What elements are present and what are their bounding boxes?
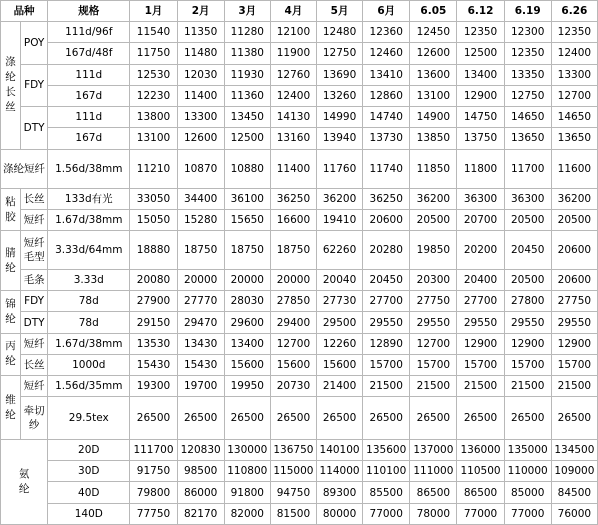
price-cell: 18750 [177,231,224,269]
price-cell: 12900 [457,85,504,106]
price-cell: 77000 [457,503,504,524]
table-row [1,210,598,231]
price-cell: 20450 [363,269,410,290]
price-cell: 13100 [130,128,177,149]
price-cell: 109000 [551,461,597,482]
spec-cell: 167d [48,128,130,149]
table-row [1,397,598,440]
spec-cell: 111d [48,64,130,85]
spec-cell: 40D [48,482,130,503]
price-cell: 34400 [177,188,224,209]
sub-filament: 长丝 [21,354,48,375]
price-cell: 12600 [177,128,224,149]
price-cell: 26500 [504,397,551,440]
price-cell: 20500 [504,269,551,290]
spec-cell: 167d [48,85,130,106]
price-cell: 19700 [177,376,224,397]
table-row [1,291,598,312]
price-cell: 13410 [363,64,410,85]
price-cell: 12030 [177,64,224,85]
price-cell: 81500 [270,503,316,524]
price-cell: 14650 [504,107,551,128]
price-cell: 27750 [551,291,597,312]
price-cell: 20700 [457,210,504,231]
price-cell: 15280 [177,210,224,231]
group-nylon: 锦纶 [1,291,21,334]
price-cell: 12400 [270,85,316,106]
price-cell: 115000 [270,461,316,482]
price-cell: 12300 [504,22,551,43]
spec-cell: 167d/48f [48,43,130,64]
table-row [1,64,598,85]
group-acrylic: 腈纶 [1,231,21,291]
spec-cell: 20D [48,439,130,460]
table-row [1,354,598,375]
price-cell: 15430 [177,354,224,375]
price-cell: 12860 [363,85,410,106]
sub-dty: DTY [21,312,48,333]
price-cell: 26500 [551,397,597,440]
price-cell: 10870 [177,149,224,188]
price-cell: 86500 [457,482,504,503]
price-cell: 110800 [224,461,270,482]
price-cell: 20280 [363,231,410,269]
price-cell: 11540 [130,22,177,43]
spec-cell: 78d [48,291,130,312]
price-cell: 85000 [504,482,551,503]
price-cell: 12500 [224,128,270,149]
price-cell: 29550 [457,312,504,333]
price-cell: 12350 [551,22,597,43]
price-cell: 13450 [224,107,270,128]
price-cell: 12100 [270,22,316,43]
price-cell: 11600 [551,149,597,188]
table-row [1,22,598,43]
price-cell: 20000 [224,269,270,290]
price-cell: 134500 [551,439,597,460]
price-cell: 29550 [363,312,410,333]
sub-fdy: FDY [21,64,48,107]
sub-fdy: FDY [21,291,48,312]
price-cell: 14130 [270,107,316,128]
price-cell: 14990 [317,107,363,128]
price-cell: 12400 [551,43,597,64]
price-cell: 11930 [224,64,270,85]
price-cell: 21500 [551,376,597,397]
spec-cell: 78d [48,312,130,333]
price-cell: 76000 [551,503,597,524]
price-cell: 15600 [317,354,363,375]
price-cell: 135600 [363,439,410,460]
spec-cell: 3.33d/64mm [48,231,130,269]
price-cell: 89300 [317,482,363,503]
price-cell: 27850 [270,291,316,312]
price-cell: 12900 [551,333,597,354]
price-cell: 20200 [457,231,504,269]
price-cell: 11380 [224,43,270,64]
price-cell: 26500 [410,397,457,440]
header-month: 3月 [224,1,270,22]
price-cell: 14750 [457,107,504,128]
price-cell: 110100 [363,461,410,482]
header-type: 品种 [1,1,48,22]
price-cell: 15700 [551,354,597,375]
price-cell: 111000 [410,461,457,482]
price-cell: 12600 [410,43,457,64]
price-cell: 21500 [504,376,551,397]
price-cell: 20400 [457,269,504,290]
spec-cell: 1.56d/38mm [48,149,130,188]
price-cell: 11750 [130,43,177,64]
price-cell: 13300 [551,64,597,85]
price-cell: 15600 [224,354,270,375]
price-cell: 19950 [224,376,270,397]
price-cell: 12760 [270,64,316,85]
price-cell: 20450 [504,231,551,269]
spec-cell: 140D [48,503,130,524]
group-vinylon: 维纶 [1,376,21,440]
price-cell: 135000 [504,439,551,460]
price-cell: 110000 [504,461,551,482]
price-cell: 12360 [363,22,410,43]
group-polypropylene: 丙纶 [1,333,21,376]
table-row [1,312,598,333]
price-cell: 12900 [457,333,504,354]
price-cell: 12530 [130,64,177,85]
price-cell: 91800 [224,482,270,503]
header-date: 6.19 [504,1,551,22]
price-cell: 12890 [363,333,410,354]
price-cell: 94750 [270,482,316,503]
price-cell: 15430 [130,354,177,375]
price-cell: 15700 [363,354,410,375]
price-cell: 13160 [270,128,316,149]
price-cell: 20600 [551,231,597,269]
spec-cell: 111d [48,107,130,128]
price-cell: 15050 [130,210,177,231]
spec-cell: 111d/96f [48,22,130,43]
header-date: 6.05 [410,1,457,22]
price-cell: 13300 [177,107,224,128]
price-cell: 12700 [410,333,457,354]
price-cell: 84500 [551,482,597,503]
price-cell: 20500 [504,210,551,231]
price-cell: 110500 [457,461,504,482]
price-cell: 79800 [130,482,177,503]
price-cell: 14740 [363,107,410,128]
price-cell: 29550 [504,312,551,333]
price-cell: 12450 [410,22,457,43]
price-cell: 27800 [504,291,551,312]
price-cell: 120830 [177,439,224,460]
price-cell: 77000 [504,503,551,524]
price-cell: 20600 [551,269,597,290]
table-row [1,482,598,503]
price-cell: 27700 [457,291,504,312]
price-cell: 12230 [130,85,177,106]
price-cell: 85500 [363,482,410,503]
table-row [1,188,598,209]
price-cell: 13940 [317,128,363,149]
price-cell: 11740 [363,149,410,188]
price-cell: 77000 [363,503,410,524]
price-cell: 20000 [270,269,316,290]
price-cell: 21500 [457,376,504,397]
spec-cell: 1.56d/35mm [48,376,130,397]
group-polyester-staple: 涤纶短纤 [1,149,48,188]
table-row [1,461,598,482]
header-date: 6.12 [457,1,504,22]
price-cell: 18880 [130,231,177,269]
price-cell: 15700 [457,354,504,375]
price-cell: 11850 [410,149,457,188]
price-cell: 20500 [551,210,597,231]
price-cell: 20730 [270,376,316,397]
price-cell: 12900 [504,333,551,354]
table-row [1,85,598,106]
price-cell: 13100 [410,85,457,106]
price-cell: 12460 [363,43,410,64]
price-cell: 136000 [457,439,504,460]
price-cell: 62260 [317,231,363,269]
price-cell: 11700 [504,149,551,188]
price-cell: 77750 [130,503,177,524]
sub-poy: POY [21,22,48,65]
sub-tow: 毛条 [21,269,48,290]
price-cell: 29550 [410,312,457,333]
price-cell: 12350 [504,43,551,64]
spec-cell: 29.5tex [48,397,130,440]
price-cell: 21400 [317,376,363,397]
price-cell: 86000 [177,482,224,503]
price-cell: 11210 [130,149,177,188]
table-row [1,333,598,354]
sub-cut: 牵切纱 [21,397,48,440]
sub-filament: 长丝 [21,188,48,209]
price-cell: 36200 [317,188,363,209]
price-cell: 13600 [410,64,457,85]
price-cell: 11400 [270,149,316,188]
price-cell: 20600 [363,210,410,231]
spec-cell: 3.33d [48,269,130,290]
table-row [1,231,598,269]
price-cell: 21500 [363,376,410,397]
price-cell: 78000 [410,503,457,524]
header-spec: 规格 [48,1,130,22]
price-cell: 19300 [130,376,177,397]
price-cell: 11400 [177,85,224,106]
price-cell: 36300 [457,188,504,209]
price-cell: 18750 [224,231,270,269]
price-cell: 80000 [317,503,363,524]
group-viscose: 粘胶 [1,188,21,231]
price-cell: 13530 [130,333,177,354]
sub-staple-wool: 短纤毛型 [21,231,48,269]
table-row [1,439,598,460]
header-month: 6月 [363,1,410,22]
price-cell: 21500 [410,376,457,397]
spec-cell: 1.67d/38mm [48,333,130,354]
price-cell: 36200 [551,188,597,209]
price-cell: 29600 [224,312,270,333]
price-cell: 12750 [317,43,363,64]
spec-cell: 1000d [48,354,130,375]
price-cell: 11760 [317,149,363,188]
price-cell: 27770 [177,291,224,312]
price-cell: 36100 [224,188,270,209]
price-cell: 15700 [410,354,457,375]
spec-cell: 133d有光 [48,188,130,209]
price-cell: 11480 [177,43,224,64]
price-cell: 114000 [317,461,363,482]
spec-cell: 30D [48,461,130,482]
sub-staple: 短纤 [21,376,48,397]
group-polyester-filament: 涤纶长丝 [1,22,21,150]
table-row [1,376,598,397]
price-cell: 26500 [177,397,224,440]
price-cell: 36250 [270,188,316,209]
price-cell: 27730 [317,291,363,312]
price-cell: 11900 [270,43,316,64]
price-cell: 140100 [317,439,363,460]
table-row [1,43,598,64]
price-cell: 20500 [410,210,457,231]
price-cell: 20000 [177,269,224,290]
price-cell: 26500 [457,397,504,440]
header-date: 6.26 [551,1,597,22]
price-cell: 20080 [130,269,177,290]
price-cell: 36200 [410,188,457,209]
price-cell: 11350 [177,22,224,43]
price-cell: 10880 [224,149,270,188]
table-row [1,269,598,290]
price-cell: 11280 [224,22,270,43]
price-cell: 13690 [317,64,363,85]
header-row [1,1,598,22]
table-row [1,128,598,149]
header-month: 2月 [177,1,224,22]
price-cell: 13430 [177,333,224,354]
spec-cell: 1.67d/38mm [48,210,130,231]
price-cell: 12700 [270,333,316,354]
price-cell: 12350 [457,22,504,43]
price-cell: 27900 [130,291,177,312]
price-cell: 26500 [363,397,410,440]
price-cell: 20300 [410,269,457,290]
price-cell: 13800 [130,107,177,128]
price-cell: 91750 [130,461,177,482]
header-month: 1月 [130,1,177,22]
price-cell: 13650 [551,128,597,149]
price-cell: 15650 [224,210,270,231]
price-cell: 27750 [410,291,457,312]
table-row [1,107,598,128]
price-cell: 12700 [551,85,597,106]
price-cell: 13850 [410,128,457,149]
price-cell: 13400 [457,64,504,85]
price-cell: 28030 [224,291,270,312]
sub-staple: 短纤 [21,210,48,231]
price-cell: 86500 [410,482,457,503]
price-cell: 136750 [270,439,316,460]
price-cell: 13650 [504,128,551,149]
price-cell: 13750 [457,128,504,149]
price-cell: 82000 [224,503,270,524]
price-cell: 19410 [317,210,363,231]
price-cell: 29150 [130,312,177,333]
price-cell: 98500 [177,461,224,482]
price-cell: 12260 [317,333,363,354]
price-cell: 15600 [270,354,316,375]
price-cell: 29470 [177,312,224,333]
sub-dty: DTY [21,107,48,150]
price-cell: 27700 [363,291,410,312]
price-cell: 111700 [130,439,177,460]
price-cell: 29400 [270,312,316,333]
sub-staple: 短纤 [21,333,48,354]
price-cell: 14900 [410,107,457,128]
price-cell: 137000 [410,439,457,460]
price-cell: 19850 [410,231,457,269]
price-cell: 11800 [457,149,504,188]
price-cell: 26500 [130,397,177,440]
group-spandex: 氨纶 [1,439,48,524]
price-cell: 13350 [504,64,551,85]
price-cell: 12480 [317,22,363,43]
price-cell: 29550 [551,312,597,333]
price-cell: 26500 [224,397,270,440]
price-cell: 36250 [363,188,410,209]
price-cell: 18750 [270,231,316,269]
price-cell: 15700 [504,354,551,375]
price-cell: 12500 [457,43,504,64]
price-cell: 26500 [317,397,363,440]
price-cell: 16600 [270,210,316,231]
price-cell: 11360 [224,85,270,106]
price-cell: 14650 [551,107,597,128]
table-row [1,149,598,188]
table-row [1,503,598,524]
price-cell: 33050 [130,188,177,209]
price-cell: 20040 [317,269,363,290]
price-cell: 36300 [504,188,551,209]
price-cell: 12750 [504,85,551,106]
header-month: 4月 [270,1,316,22]
price-cell: 26500 [270,397,316,440]
price-cell: 13260 [317,85,363,106]
price-cell: 29500 [317,312,363,333]
price-cell: 82170 [177,503,224,524]
price-cell: 13730 [363,128,410,149]
price-cell: 13400 [224,333,270,354]
price-cell: 130000 [224,439,270,460]
header-month: 5月 [317,1,363,22]
